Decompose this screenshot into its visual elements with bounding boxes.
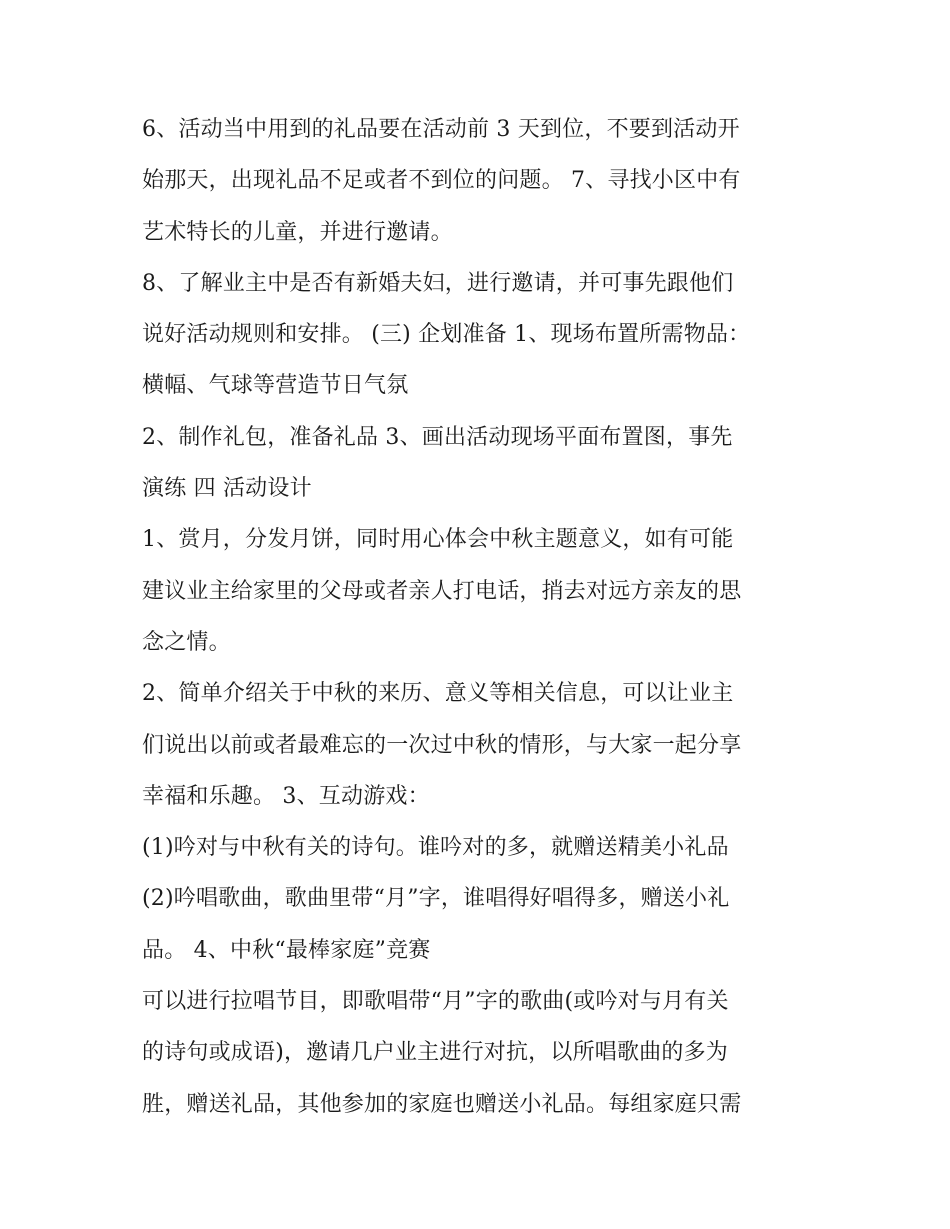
text-line: 品。 4、中秋“最棒家庭”竞赛 xyxy=(142,937,431,963)
document-body xyxy=(142,104,832,1130)
text-line: 幸福和乐趣。 3、互动游戏： xyxy=(142,783,430,809)
text-line: 们说出以前或者最难忘的一次过中秋的情形，与大家一起分享 xyxy=(142,732,742,758)
text-line: 横幅、气球等营造节日气氛 xyxy=(142,373,409,399)
text-line: 始那天，出现礼品不足或者不到位的问题。 7、寻找小区中有 xyxy=(142,168,741,194)
text-line: 演练 四 活动设计 xyxy=(142,476,312,502)
text-line: 建议业主给家里的父母或者亲人打电话，捎去对远方亲友的思 xyxy=(142,578,742,604)
text-line: 说好活动规则和安排。 (三) 企划准备 1、现场布置所需物品： xyxy=(142,322,751,348)
text-line: 2、简单介绍关于中秋的来历、意义等相关信息，可以让业主 xyxy=(142,681,734,707)
text-line: (1)吟对与中秋有关的诗句。谁吟对的多，就赠送精美小礼品 xyxy=(142,835,729,861)
text-line: 胜，赠送礼品，其他参加的家庭也赠送小礼品。每组家庭只需 xyxy=(142,1091,742,1117)
text-line: 2、制作礼包，准备礼品 3、画出活动现场平面布置图，事先 xyxy=(142,424,733,450)
text-line: 的诗句或成语)，邀请几户业主进行对抗，以所唱歌曲的多为 xyxy=(142,1040,728,1066)
text-line: 6、活动当中用到的礼品要在活动前 3 天到位，不要到活动开 xyxy=(142,117,740,142)
text-line: 念之情。 xyxy=(142,629,231,655)
text-line: 8、了解业主中是否有新婚夫妇，进行邀请，并可事先跟他们 xyxy=(142,270,734,296)
text-line: 可以进行拉唱节目，即歌唱带“月”字的歌曲(或吟对与月有关 xyxy=(142,989,729,1015)
text-line: 1、赏月，分发月饼，同时用心体会中秋主题意义，如有可能 xyxy=(142,527,734,553)
text-line: 艺术特长的儿童，并进行邀请。 xyxy=(142,219,453,245)
text-line: (2)吟唱歌曲，歌曲里带“月”字，谁唱得好唱得多，赠送小礼 xyxy=(142,886,730,912)
